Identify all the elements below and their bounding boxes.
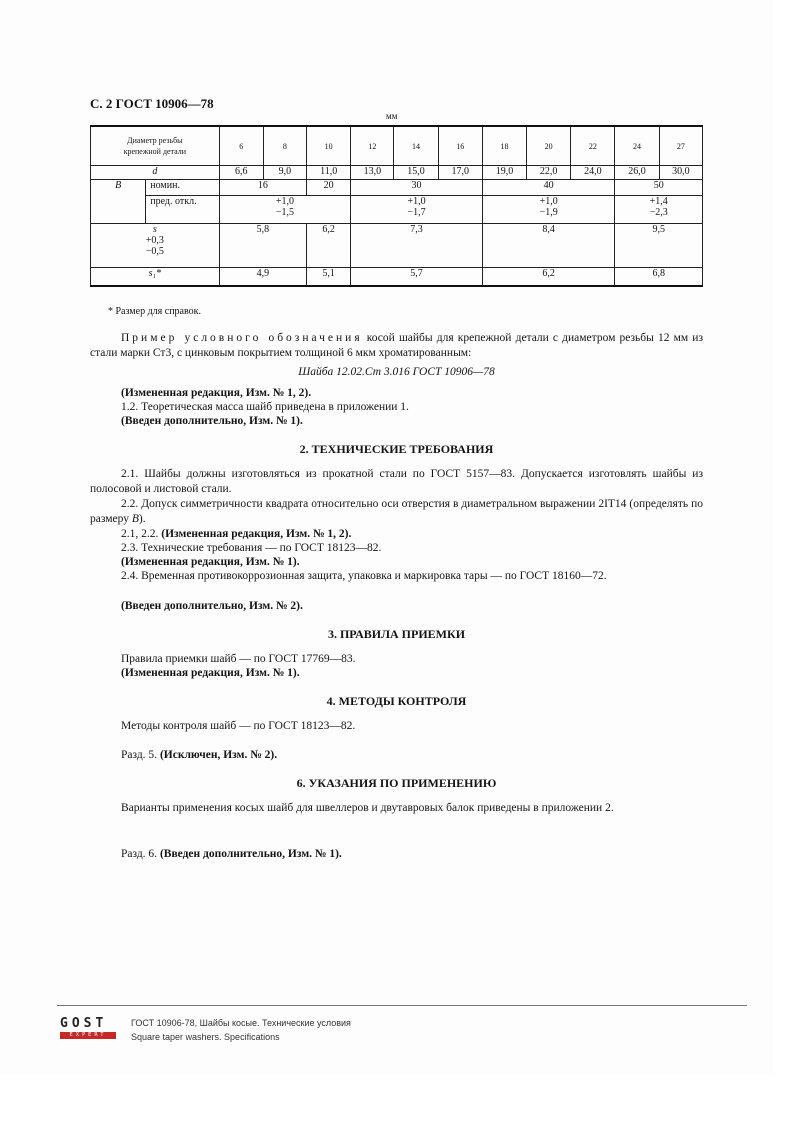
diameter-cell: 24	[615, 126, 659, 166]
example-designation: Шайба 12.02.Ст 3.016 ГОСТ 10906—78	[298, 366, 495, 378]
b-tolerance-cell: +1,4 −2,3	[615, 196, 703, 224]
section-6-text: Варианты применения косых шайб для швеллеров и двутавровых балок приведены в приложении 2.	[121, 802, 614, 814]
d-cell: 6,6	[219, 166, 263, 180]
diameter-cell: 12	[351, 126, 394, 166]
b-nominal-cell: 20	[307, 180, 351, 196]
table-head-label: Диаметр резьбы крепежной детали	[91, 126, 220, 166]
paragraph-2-2: 2.2. Допуск симметричности квадрата относительно оси отверстия в диаметральном выражении 2IT14 (определять по размеру B).	[90, 498, 703, 525]
d-cell: 22,0	[527, 166, 571, 180]
d-cell: 19,0	[482, 166, 526, 180]
row-label-tolerance: пред. откл.	[146, 196, 219, 224]
paragraph-2-4: 2.4. Временная противокоррозионная защита, упаковка и маркировка тары — по ГОСТ 18160—72.	[121, 570, 607, 582]
table-row-s1	[91, 268, 703, 286]
diameter-cell: 10	[307, 126, 351, 166]
section-4-title: 4. МЕТОДЫ КОНТРОЛЯ	[326, 694, 467, 708]
s-cell: 7,3	[351, 224, 483, 268]
s-cell: 8,4	[482, 224, 615, 268]
section-6-title: 6. УКАЗАНИЯ ПО ПРИМЕНЕНИЮ	[296, 776, 497, 790]
d-cell: 30,0	[659, 166, 702, 180]
row-label-d: d	[91, 166, 220, 180]
diameter-cell: 6	[219, 126, 263, 166]
d-cell: 24,0	[571, 166, 615, 180]
row-label-s1: s₁*	[91, 268, 220, 286]
table-header-row	[91, 126, 703, 166]
d-cell: 9,0	[263, 166, 306, 180]
s1-cell: 5,1	[307, 268, 351, 286]
page-header: С. 2 ГОСТ 10906—78	[90, 96, 214, 111]
s1-cell: 4,9	[219, 268, 306, 286]
revision-note: (Измененная редакция, Изм. № 1, 2).	[121, 387, 312, 399]
example-paragraph: Пример условного обозначения косой шайбы для крепежной детали с диаметром резьбы 12 мм из стали марки Ст3, с цинковым покрытием толщиной 6 мкм хроматированным:	[90, 332, 703, 359]
s1-cell: 6,2	[482, 268, 615, 286]
table-unit: мм	[386, 111, 398, 121]
b-nominal-cell: 40	[482, 180, 615, 196]
footer-divider	[57, 1005, 747, 1006]
footer-subtitle: Square taper washers. Specifications	[131, 1032, 280, 1042]
paragraph-2-1: 2.1. Шайбы должны изготовляться из прокатной стали по ГОСТ 5157—83. Допускается изготовлять шайбы из полосовой и листовой стали.	[90, 468, 703, 495]
revision-note: (Измененная редакция, Изм. № 1).	[121, 667, 300, 679]
section-5-note: Разд. 5. (Исключен, Изм. № 2).	[121, 749, 278, 761]
revision-note: (Измененная редакция, Изм. № 1).	[121, 556, 300, 568]
section-6-note: Разд. 6. (Введен дополнительно, Изм. № 1).	[121, 848, 342, 860]
footer-title: ГОСТ 10906-78, Шайбы косые. Технические условия	[131, 1018, 351, 1028]
section-2-title: 2. ТЕХНИЧЕСКИЕ ТРЕБОВАНИЯ	[299, 442, 494, 456]
dimensions-table	[90, 125, 703, 287]
diameter-cell: 22	[571, 126, 615, 166]
row-label-b: B	[91, 180, 146, 224]
b-nominal-cell: 50	[615, 180, 703, 196]
d-cell: 11,0	[307, 166, 351, 180]
b-tolerance-cell: +1,0 −1,9	[482, 196, 615, 224]
s1-cell: 6,8	[615, 268, 703, 286]
paragraph-2-3: 2.3. Технические требования — по ГОСТ 18123—82.	[121, 542, 382, 554]
addition-note: (Введен дополнительно, Изм. № 1).	[121, 415, 303, 427]
row-label-nominal: номин.	[146, 180, 219, 196]
s-cell: 5,8	[219, 224, 306, 268]
b-tolerance-cell: +1,0 −1,7	[351, 196, 483, 224]
b-tolerance-cell: +1,0 −1,5	[219, 196, 351, 224]
section-3-text: Правила приемки шайб — по ГОСТ 17769—83.	[121, 653, 356, 665]
diameter-cell: 8	[263, 126, 306, 166]
d-cell: 13,0	[351, 166, 394, 180]
diameter-cell: 18	[482, 126, 526, 166]
diameter-cell: 14	[394, 126, 438, 166]
table-row-d	[91, 166, 703, 180]
table-row-s	[91, 224, 703, 268]
s1-cell: 5,7	[351, 268, 483, 286]
d-cell: 26,0	[615, 166, 659, 180]
b-nominal-cell: 16	[219, 180, 306, 196]
paragraph-2-1-2-2: 2.1, 2.2. (Измененная редакция, Изм. № 1, 2).	[121, 528, 352, 540]
d-cell: 15,0	[394, 166, 438, 180]
paragraph-1-2: 1.2. Теоретическая масса шайб приведена в приложении 1.	[121, 401, 409, 413]
table-footnote: * Размер для справок.	[108, 306, 201, 317]
diameter-cell: 27	[659, 126, 702, 166]
s-cell: 9,5	[615, 224, 703, 268]
row-label-s: s +0,3 −0,5	[91, 224, 220, 268]
table-row-b-nominal	[91, 180, 703, 196]
section-3-title: 3. ПРАВИЛА ПРИЕМКИ	[327, 627, 466, 641]
d-cell: 17,0	[438, 166, 482, 180]
b-nominal-cell: 30	[351, 180, 483, 196]
table-row-b-tolerance	[91, 196, 703, 224]
addition-note: (Введен дополнительно, Изм. № 2).	[121, 600, 303, 612]
s-cell: 6,2	[307, 224, 351, 268]
gost-expert-logo[interactable]: GOST EXPERT	[60, 1018, 116, 1039]
diameter-cell: 20	[527, 126, 571, 166]
diameter-cell: 16	[438, 126, 482, 166]
section-4-text: Методы контроля шайб — по ГОСТ 18123—82.	[121, 720, 356, 732]
